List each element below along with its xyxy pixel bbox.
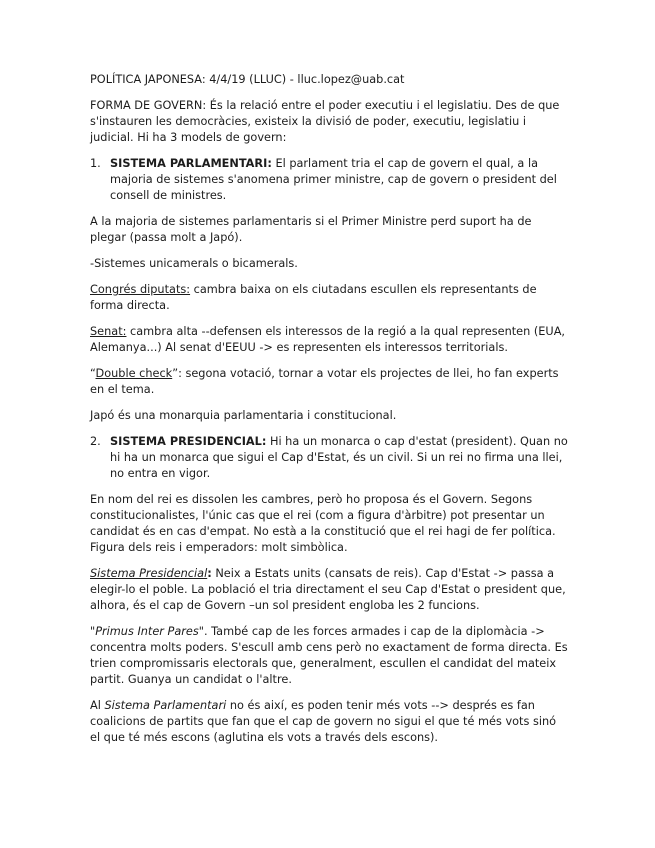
term-primus-inter-pares: Primus Inter Pares xyxy=(95,625,199,638)
list-item-body: Hi ha un monarca o cap d'estat (president). Quan no hi ha un monarca que sigui el Cap d'Estat, és un civil. Si un rei no firma una llei, no entra en vigor. xyxy=(110,435,568,480)
list-item-body: El parlament tria el cap de govern el qual, a la majoria de sistemes s'anomena primer ministre, cap de govern o president del consell de ministres. xyxy=(110,157,557,202)
paragraph-text: cambra baixa on els ciutadans escullen els representants de forma directa. xyxy=(90,283,537,312)
list-number: 2. xyxy=(90,435,101,448)
paragraph-text: ”: segona votació, tornar a votar els projectes de llei, ho fan experts en el tema. xyxy=(90,367,559,396)
paragraph-prefix: Al xyxy=(90,699,105,712)
document-page xyxy=(90,72,568,756)
list-item-heading: SISTEMA PRESIDENCIAL: xyxy=(110,435,267,448)
term-congres-diputats: Congrés diputats: xyxy=(90,283,191,296)
paragraph-primus-inter-pares xyxy=(90,624,568,688)
open-quote: “ xyxy=(90,367,96,380)
list-item-heading: SISTEMA PARLAMENTARI: xyxy=(110,157,272,170)
paragraph-nom-del-rei: En nom del rei es dissolen les cambres, però ho proposa és el Govern. Segons constitucionalistes, l'únic cas que el rei (com a figura d'àrbitre) pot presentar un candidat és en cas d'empat. No està a la constitució que el rei hagi de fer política. Figura dels reis i emperadors: molt simbòlica. xyxy=(90,493,556,554)
paragraph-primer-ministre: A la majoria de sistemes parlamentaris si el Primer Ministre perd suport ha de plegar (passa molt a Japó). xyxy=(90,215,532,244)
paragraph-text: no és així, es poden tenir més vots --> després es fan coalicions de partits que fan que el cap de govern no sigui el que té més vots sinó el que té més escons (aglutina els vots a través dels escons). xyxy=(90,699,557,744)
term-sistema-presidencial: Sistema Presidencial xyxy=(90,567,208,580)
paragraph-text: Neix a Estats units (cansats de reis). Cap d'Estat -> passa a elegir-lo el poble. La població el tria directament el seu Cap d'Estat o president que, alhora, és el cap de Govern –un sol president engloba les 2 funcions. xyxy=(90,567,566,612)
list-item-sistema-parlamentari xyxy=(90,156,568,204)
list-item-text xyxy=(110,434,568,482)
paragraph-sistema-presidencial xyxy=(90,566,568,614)
paragraph-unicamerals: -Sistemes unicamerals o bicamerals. xyxy=(90,257,298,270)
term-colon: : xyxy=(207,567,212,580)
paragraph-sistema-parlamentari xyxy=(90,698,568,746)
paragraph-forma-de-govern: FORMA DE GOVERN: És la relació entre el poder executiu i el legislatiu. Des de que s'instauren les democràcies, existeix la divisió de poder, executiu, legislatiu i judicial. Hi ha 3 models de govern: xyxy=(90,99,560,144)
paragraph-senat xyxy=(90,324,568,356)
paragraph-congres xyxy=(90,282,568,314)
paragraph-text: cambra alta --defensen els interessos de la regió a la qual representen (EUA, Alemanya...) Al senat d'EEUU -> es representen els interessos territorials. xyxy=(90,325,566,354)
paragraph-text: ". També cap de les forces armades i cap de la diplomàcia -> concentra molts poders. S'escull amb cens però no exactament de forma directa. Es trien compromissaris electorals que, generalment, escullen el candidat del mateix partit. Guanya un candidat o l'altre. xyxy=(90,625,568,686)
term-sistema-parlamentari: Sistema Parlamentari xyxy=(104,699,227,712)
paragraph-double-check xyxy=(90,366,568,398)
list-item-sistema-presidencial xyxy=(90,434,568,482)
document-title: POLÍTICA JAPONESA: 4/4/19 (LLUC) - lluc.lopez@uab.cat xyxy=(90,73,405,86)
term-senat: Senat: xyxy=(90,325,127,338)
list-number: 1. xyxy=(90,157,101,170)
paragraph-japo-monarquia: Japó és una monarquia parlamentaria i constitucional. xyxy=(90,409,397,422)
list-item-text xyxy=(110,156,568,204)
open-quote: " xyxy=(90,625,96,638)
term-double-check: Double check xyxy=(95,367,173,380)
